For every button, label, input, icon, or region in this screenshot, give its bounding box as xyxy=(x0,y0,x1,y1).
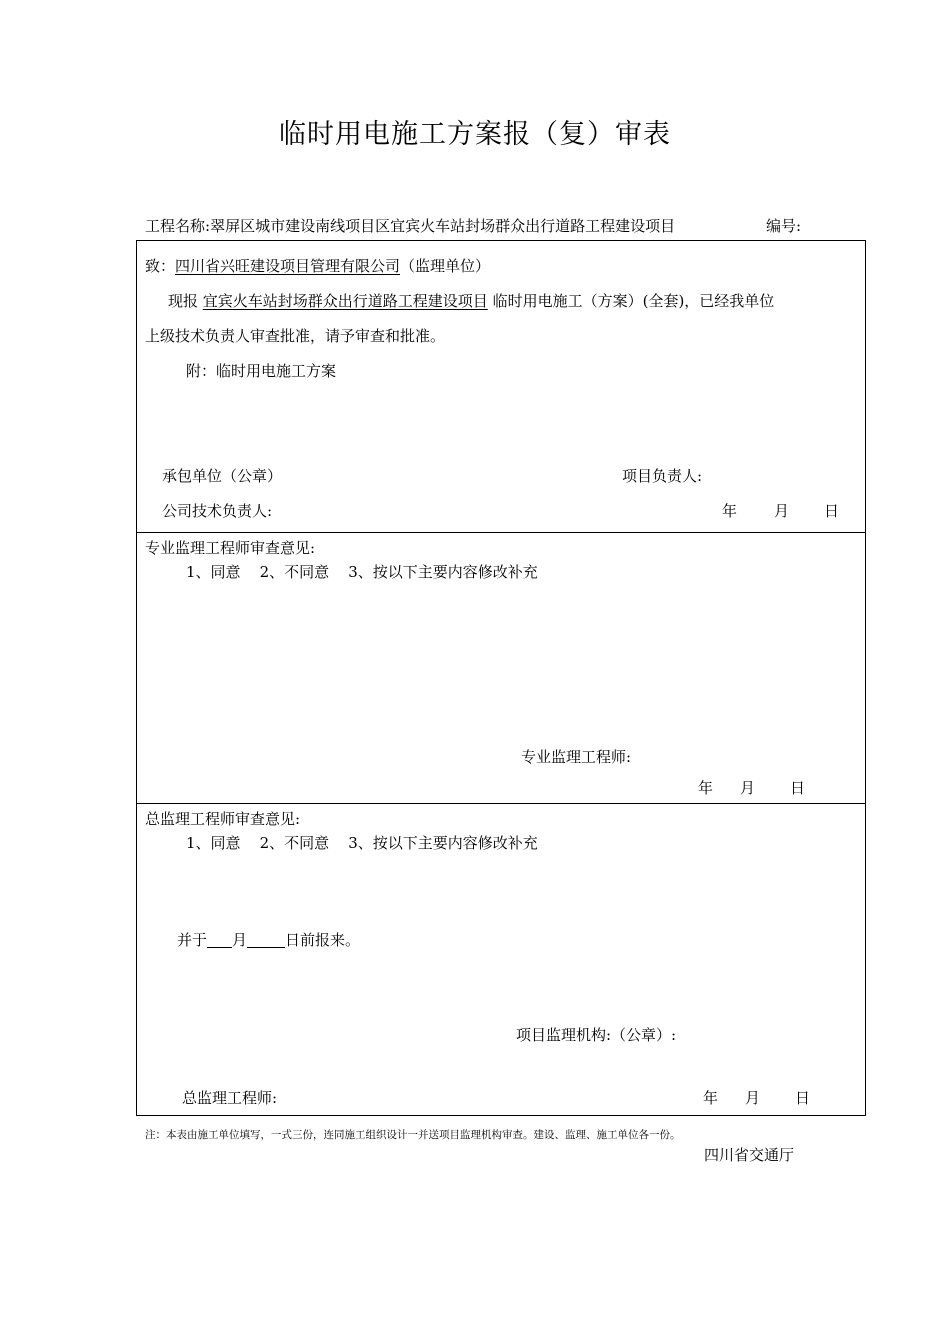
page-title: 临时用电施工方案报（复）审表 xyxy=(279,119,671,150)
issuer: 四川省交通厅 xyxy=(704,1146,795,1164)
section1-month: 月 xyxy=(774,502,790,520)
project-label: 工程名称: xyxy=(145,217,211,235)
section2-day: 日 xyxy=(790,779,806,797)
project-name: 翠屏区城市建设南线项目区宜宾火车站封场群众出行道路工程建设项目 xyxy=(210,217,676,235)
reported-project: 宜宾火车站封场群众出行道路工程建设项目 xyxy=(202,292,488,310)
section2-month: 月 xyxy=(740,779,756,797)
chief-review-heading: 总监理工程师审查意见: xyxy=(145,810,301,828)
section3-month: 月 xyxy=(745,1089,761,1107)
chief-engineer-label: 总监理工程师: xyxy=(182,1089,278,1107)
deadline-suffix: 日前报来。 xyxy=(285,931,361,949)
deadline-month: 月 xyxy=(232,931,248,949)
divider-1 xyxy=(136,532,866,533)
to-prefix: 致： xyxy=(145,257,176,275)
divider-2 xyxy=(136,803,866,804)
project-name-line xyxy=(145,215,675,236)
chief-review-options: 1、同意 2、不同意 3、按以下主要内容修改补充 xyxy=(186,834,538,852)
section2-year: 年 xyxy=(698,779,714,797)
attachment: 附：临时用电施工方案 xyxy=(186,362,337,380)
footnote: 注：本表由施工单位填写，一式三份，连同施工组织设计一并送项目监理机构审查。建设、监理、施工单位各一份。 xyxy=(145,1129,681,1141)
report-prefix: 现报 xyxy=(168,292,199,310)
report-line-2: 上级技术负责人审查批准，请予审查和批准。 xyxy=(145,327,446,345)
specialist-engineer-label: 专业监理工程师: xyxy=(521,748,632,766)
specialist-review-heading: 专业监理工程师审查意见: xyxy=(145,539,316,557)
section3-day: 日 xyxy=(795,1089,811,1107)
deadline-day-blank xyxy=(247,932,285,948)
section1-year: 年 xyxy=(722,502,738,520)
specialist-review-options: 1、同意 2、不同意 3、按以下主要内容修改补充 xyxy=(186,563,538,581)
deadline-prefix: 并于 xyxy=(177,931,208,949)
supervisor-company: 四川省兴旺建设项目管理有限公司 xyxy=(175,257,401,275)
company-tech-lead-label: 公司技术负责人: xyxy=(162,502,273,520)
report-line xyxy=(168,290,774,311)
report-suffix: 临时用电施工（方案）(全套)，已经我单位 xyxy=(492,292,775,310)
contractor-seal: 承包单位（公章） xyxy=(162,467,283,485)
section1-day: 日 xyxy=(824,502,840,520)
addressee-line xyxy=(145,255,490,276)
deadline-line xyxy=(177,929,360,950)
section3-year: 年 xyxy=(703,1089,719,1107)
deadline-month-blank xyxy=(207,932,232,948)
number-label: 编号: xyxy=(766,217,802,235)
project-manager-label: 项目负责人: xyxy=(622,467,703,485)
supervisor-role: （监理单位） xyxy=(400,257,491,275)
supervision-org-seal: 项目监理机构:（公章）: xyxy=(516,1026,677,1044)
